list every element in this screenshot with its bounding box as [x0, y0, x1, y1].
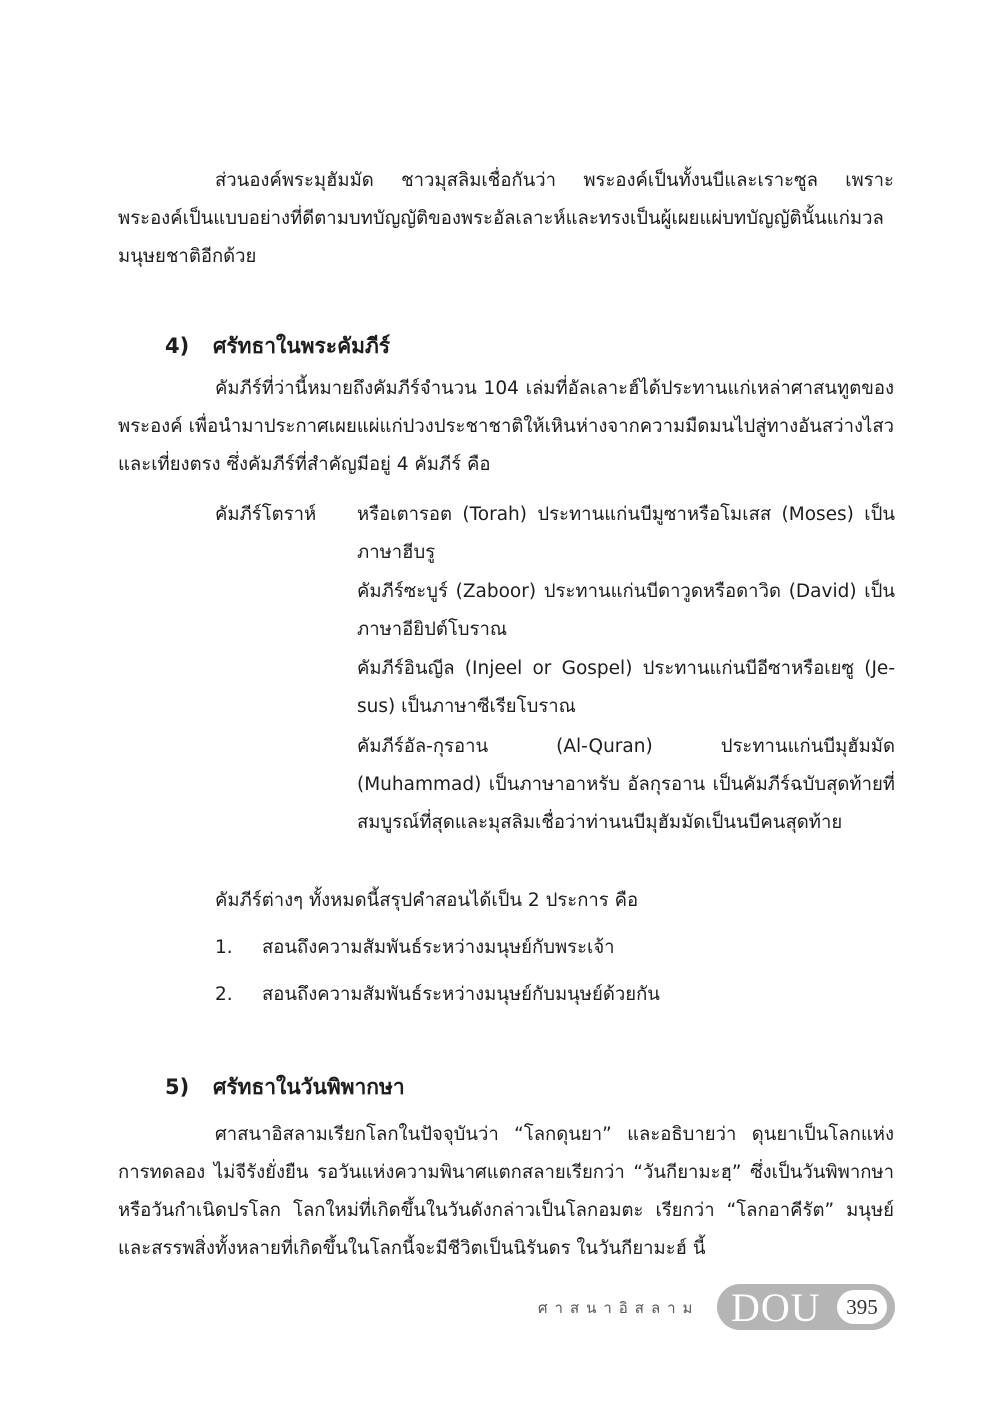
scripture-quran: คัมภีร์อัล-กุรอาน (Al-Quran) ประทานแก่นบีมุฮัมมัด (Muhammad) เป็นภาษาอาหรับ อัลกุรอาน เป็นคัมภีร์ฉบับสุดท้ายที่สมบูรณ์ที่สุดและมุสลิมเชื่อว่าท่านนบีมุฮัมมัดเป็นนบีคนสุดท้าย: [357, 736, 895, 833]
section-4-title: ศรัทธาในพระคัมภีร์: [213, 334, 391, 358]
section-4-number: 4): [165, 334, 190, 358]
section-5-heading: [165, 1072, 405, 1102]
page-number: 395: [837, 1290, 887, 1324]
scripture-torah: หรือเตารอต (Torah) ประทานแก่นบีมูซาหรือโมเสส (Moses) เป็นภาษาฮีบรู: [357, 504, 895, 563]
section-5-paragraph: ศาสนาอิสลามเรียกโลกในปัจจุบันว่า “โลกดุนยา” และอธิบายว่า ดุนยาเป็นโลกแห่งการทดลอง ไม่จีรังยั่งยืน รอวันแห่งความพินาศแตกสลายเรียกว่า “วันกียามะฮฺ” ซึ่งเป็นวันพิพากษาหรือวันกำเนิดปรโลก โลกใหม่ที่เกิดขึ้นในวันดังกล่าวเป็นโลกอมตะ เรียกว่า “โลกอาคีรัต” มนุษย์และสรรพสิ่งทั้งหลายที่เกิดขึ้นในโลกนี้จะมีชีวิตเป็นนิรันดร ในวันกียามะฮ์ นี้: [118, 1124, 894, 1259]
section-5-number: 5): [165, 1075, 190, 1099]
teaching-2-number: 2.: [215, 984, 233, 1005]
scripture-term-torah: คัมภีร์โตราห์: [215, 504, 317, 525]
dou-badge: [717, 1284, 895, 1330]
footer-course-name: ศาสนาอิสลาม: [538, 1299, 700, 1317]
teaching-1-text: สอนถึงความสัมพันธ์ระหว่างมนุษย์กับพระเจ้า: [262, 937, 615, 958]
section-5-title: ศรัทธาในวันพิพากษา: [213, 1075, 405, 1099]
scripture-summary: คัมภีร์ต่างๆ ทั้งหมดนี้สรุปคำสอนได้เป็น 2 ประการ คือ: [215, 890, 639, 911]
teaching-1-number: 1.: [215, 937, 233, 958]
teaching-2-text: สอนถึงความสัมพันธ์ระหว่างมนุษย์กับมนุษย์ด้วยกัน: [262, 984, 660, 1005]
section-4-paragraph: คัมภีร์ที่ว่านี้หมายถึงคัมภีร์จำนวน 104 เล่มที่อัลเลาะฮ์ได้ประทานแก่เหล่าศาสนทูตของพระองค์ เพื่อนำมาประกาศเผยแผ่แก่ปวงประชาชาติให้เหินห่างจากความมืดมนไปสู่ทางอันสว่างไสวและเที่ยงตรง ซึ่งคัมภีร์ที่สำคัญมีอยู่ 4 คัมภีร์ คือ: [118, 378, 894, 475]
dou-logo-text: DOU: [731, 1285, 821, 1330]
scripture-zaboor: คัมภีร์ซะบูร์ (Zaboor) ประทานแก่นบีดาวูดหรือดาวิด (David) เป็นภาษาอียิปต์โบราณ: [357, 581, 895, 640]
intro-paragraph: ส่วนองค์พระมุฮัมมัด ชาวมุสลิมเชื่อกันว่า พระองค์เป็นทั้งนบีและเราะซูล เพราะพระองค์เป็นแบบอย่างที่ดีตามบทบัญญัติของพระอัลเลาะห์และทรงเป็นผู้เผยแผ่บทบัญญัตินั้นแก่มวลมนุษยชาติอีกด้วย: [118, 170, 894, 267]
scripture-injeel: คัมภีร์อินญีล (Injeel or Gospel) ประทานแก่นบีอีซาหรือเยซู (Je-sus) เป็นภาษาซีเรียโบราณ: [357, 658, 895, 717]
section-4-heading: [165, 331, 390, 361]
